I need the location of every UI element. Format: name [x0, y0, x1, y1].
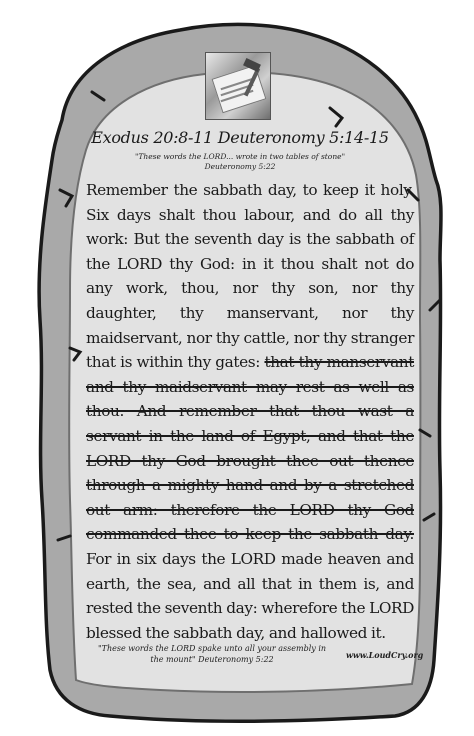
commandment-text	[86, 178, 414, 645]
commandment-text-before: Remember the sabbath day, to keep it holy. Six days shalt thou labour, and do all thy work: But the seventh day is the sabbath of the LORD thy God: in it thou shalt not do any work, thou, nor thy son, nor thy daughter, thy manservant, nor thy maidservant, nor thy cattle, nor thy stranger that is within thy gates:	[86, 181, 414, 372]
commandment-struck-text: that thy manservant and thy maidservant may rest as well as thou. And remember that thou wast a servant in the land of Egypt, and that the LORD thy God brought thee out thence through a mighty hand and by a stretched out arm: therefore the LORD thy God commanded thee to keep the sabbath day.	[86, 353, 414, 544]
stone-tablets-photo	[205, 52, 271, 120]
bottom-quote-line1: "These words the LORD spake unto all your assembly in	[97, 644, 327, 653]
top-quote-line2: Deuteronomy 5:22	[204, 162, 276, 171]
bottom-quote	[72, 643, 352, 665]
website-link[interactable]: www.LoudCry.org	[346, 650, 424, 660]
bottom-quote-line2: the mount" Deuteronomy 5:22	[150, 655, 274, 664]
scripture-reference: Exodus 20:8-11 Deuteronomy 5:14-15	[91, 128, 389, 147]
top-quote-line1: "These words the LORD... wrote in two tables of stone"	[134, 152, 346, 161]
commandment-text-after: For in six days the LORD made heaven and earth, the sea, and all that in them is, and rested the seventh day: wherefore the LORD blessed the sabbath day, and hallowed it.	[86, 549, 414, 642]
top-quote	[90, 152, 390, 172]
